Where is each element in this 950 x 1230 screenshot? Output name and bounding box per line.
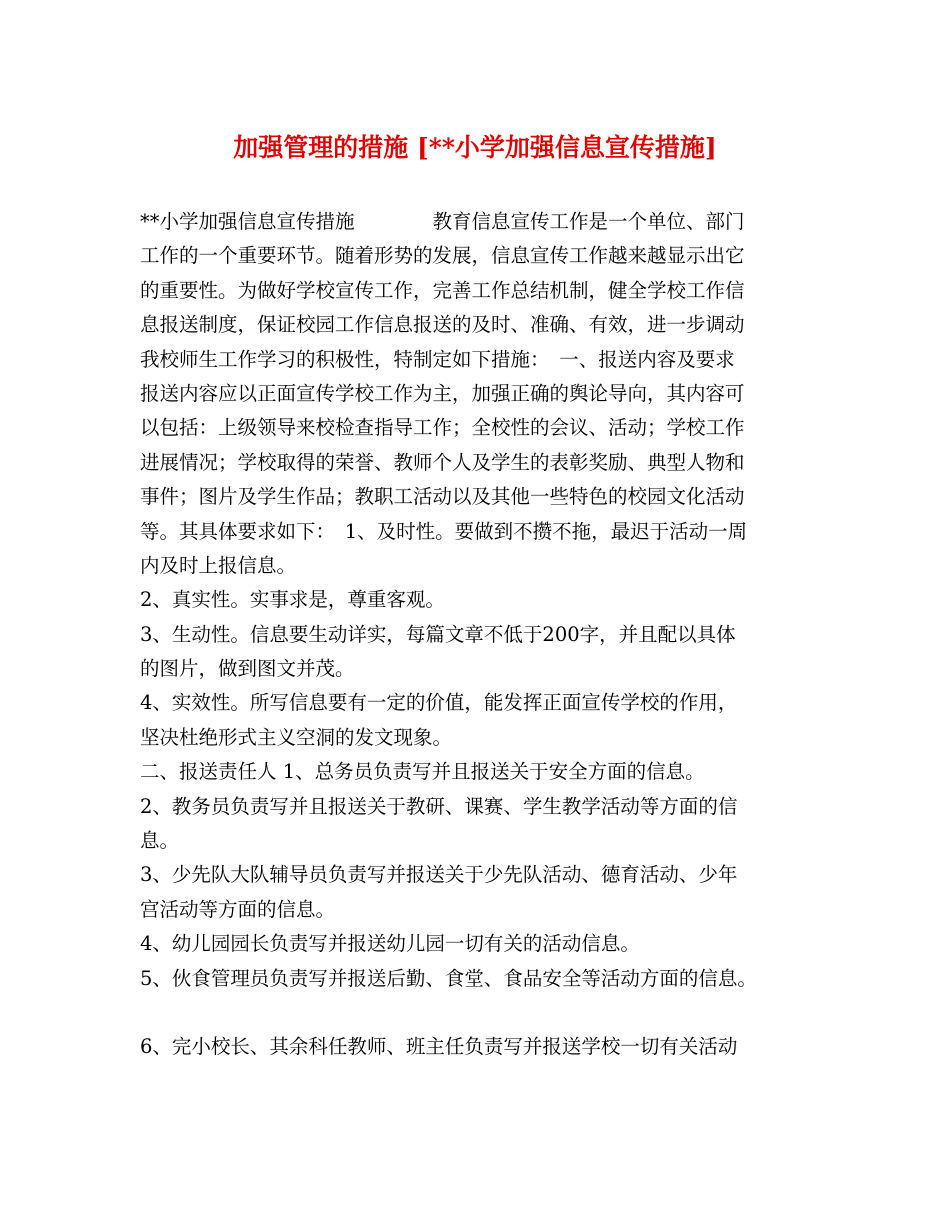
paragraph-line: 事件；图片及学生作品；教职工活动以及其他一些特色的校园文化活动 xyxy=(140,485,745,509)
paragraph-line: 3、少先队大队辅导员负责写并报送关于少先队活动、德育活动、少年 xyxy=(140,863,738,887)
paragraph-line: 的图片，做到图文并茂。 xyxy=(140,657,355,681)
paragraph-line: 4、实效性。所写信息要有一定的价值，能发挥正面宣传学校的作用， xyxy=(140,691,738,715)
paragraph-line: **小学加强信息宣传措施 教育信息宣传工作是一个单位、部门 xyxy=(140,210,745,233)
paragraph-line: 等。其具体要求如下： 1、及时性。要做到不攒不拖，最迟于活动一周 xyxy=(140,519,748,543)
paragraph-line: 坚决杜绝形式主义空洞的发文现象。 xyxy=(140,725,453,749)
paragraph-line: 息报送制度，保证校园工作信息报送的及时、准确、有效，进一步调动 xyxy=(140,313,745,337)
paragraph-line: 进展情况；学校取得的荣誉、教师个人及学生的表彰奖励、典型人物和 xyxy=(140,450,745,474)
document-title: 加强管理的措施 [**小学加强信息宣传措施] xyxy=(233,133,717,162)
paragraph-line: 以包括：上级领导来校检查指导工作；全校性的会议、活动；学校工作 xyxy=(140,416,745,440)
paragraph-line: 内及时上报信息。 xyxy=(140,553,297,577)
paragraph-gap xyxy=(140,996,820,1030)
paragraph-line: 4、幼儿园园长负责写并报送幼儿园一切有关的活动信息。 xyxy=(140,932,640,956)
paragraph-line: 2、真实性。实事求是，尊重客观。 xyxy=(140,588,445,612)
paragraph-line: 报送内容应以正面宣传学校工作为主，加强正确的舆论导向，其内容可 xyxy=(140,381,745,405)
paragraph-line: 宫活动等方面的信息。 xyxy=(140,897,336,921)
paragraph-line: 2、教务员负责写并且报送关于教研、课赛、学生教学活动等方面的信 xyxy=(140,794,738,818)
paragraph-line: 5、伙食管理员负责写并报送后勤、食堂、食品安全等活动方面的信息。 xyxy=(140,966,757,990)
document-body xyxy=(140,205,820,1065)
paragraph-line: 息。 xyxy=(140,829,180,853)
paragraph-line: 的重要性。为做好学校宣传工作，完善工作总结机制，健全学校工作信 xyxy=(140,278,745,302)
paragraph-line: 6、完小校长、其余科任教师、班主任负责写并报送学校一切有关活动 xyxy=(140,1035,738,1059)
paragraph-line: 二、报送责任人 1、总务员负责写并且报送关于安全方面的信息。 xyxy=(140,760,705,784)
paragraph-line: 我校师生工作学习的积极性，特制定如下措施： 一、报送内容及要求 xyxy=(140,347,735,371)
paragraph-line: 工作的一个重要环节。随着形势的发展，信息宣传工作越来越显示出它 xyxy=(140,244,745,268)
paragraph-line: 3、生动性。信息要生动详实，每篇文章不低于200字，并且配以具体 xyxy=(140,622,736,646)
